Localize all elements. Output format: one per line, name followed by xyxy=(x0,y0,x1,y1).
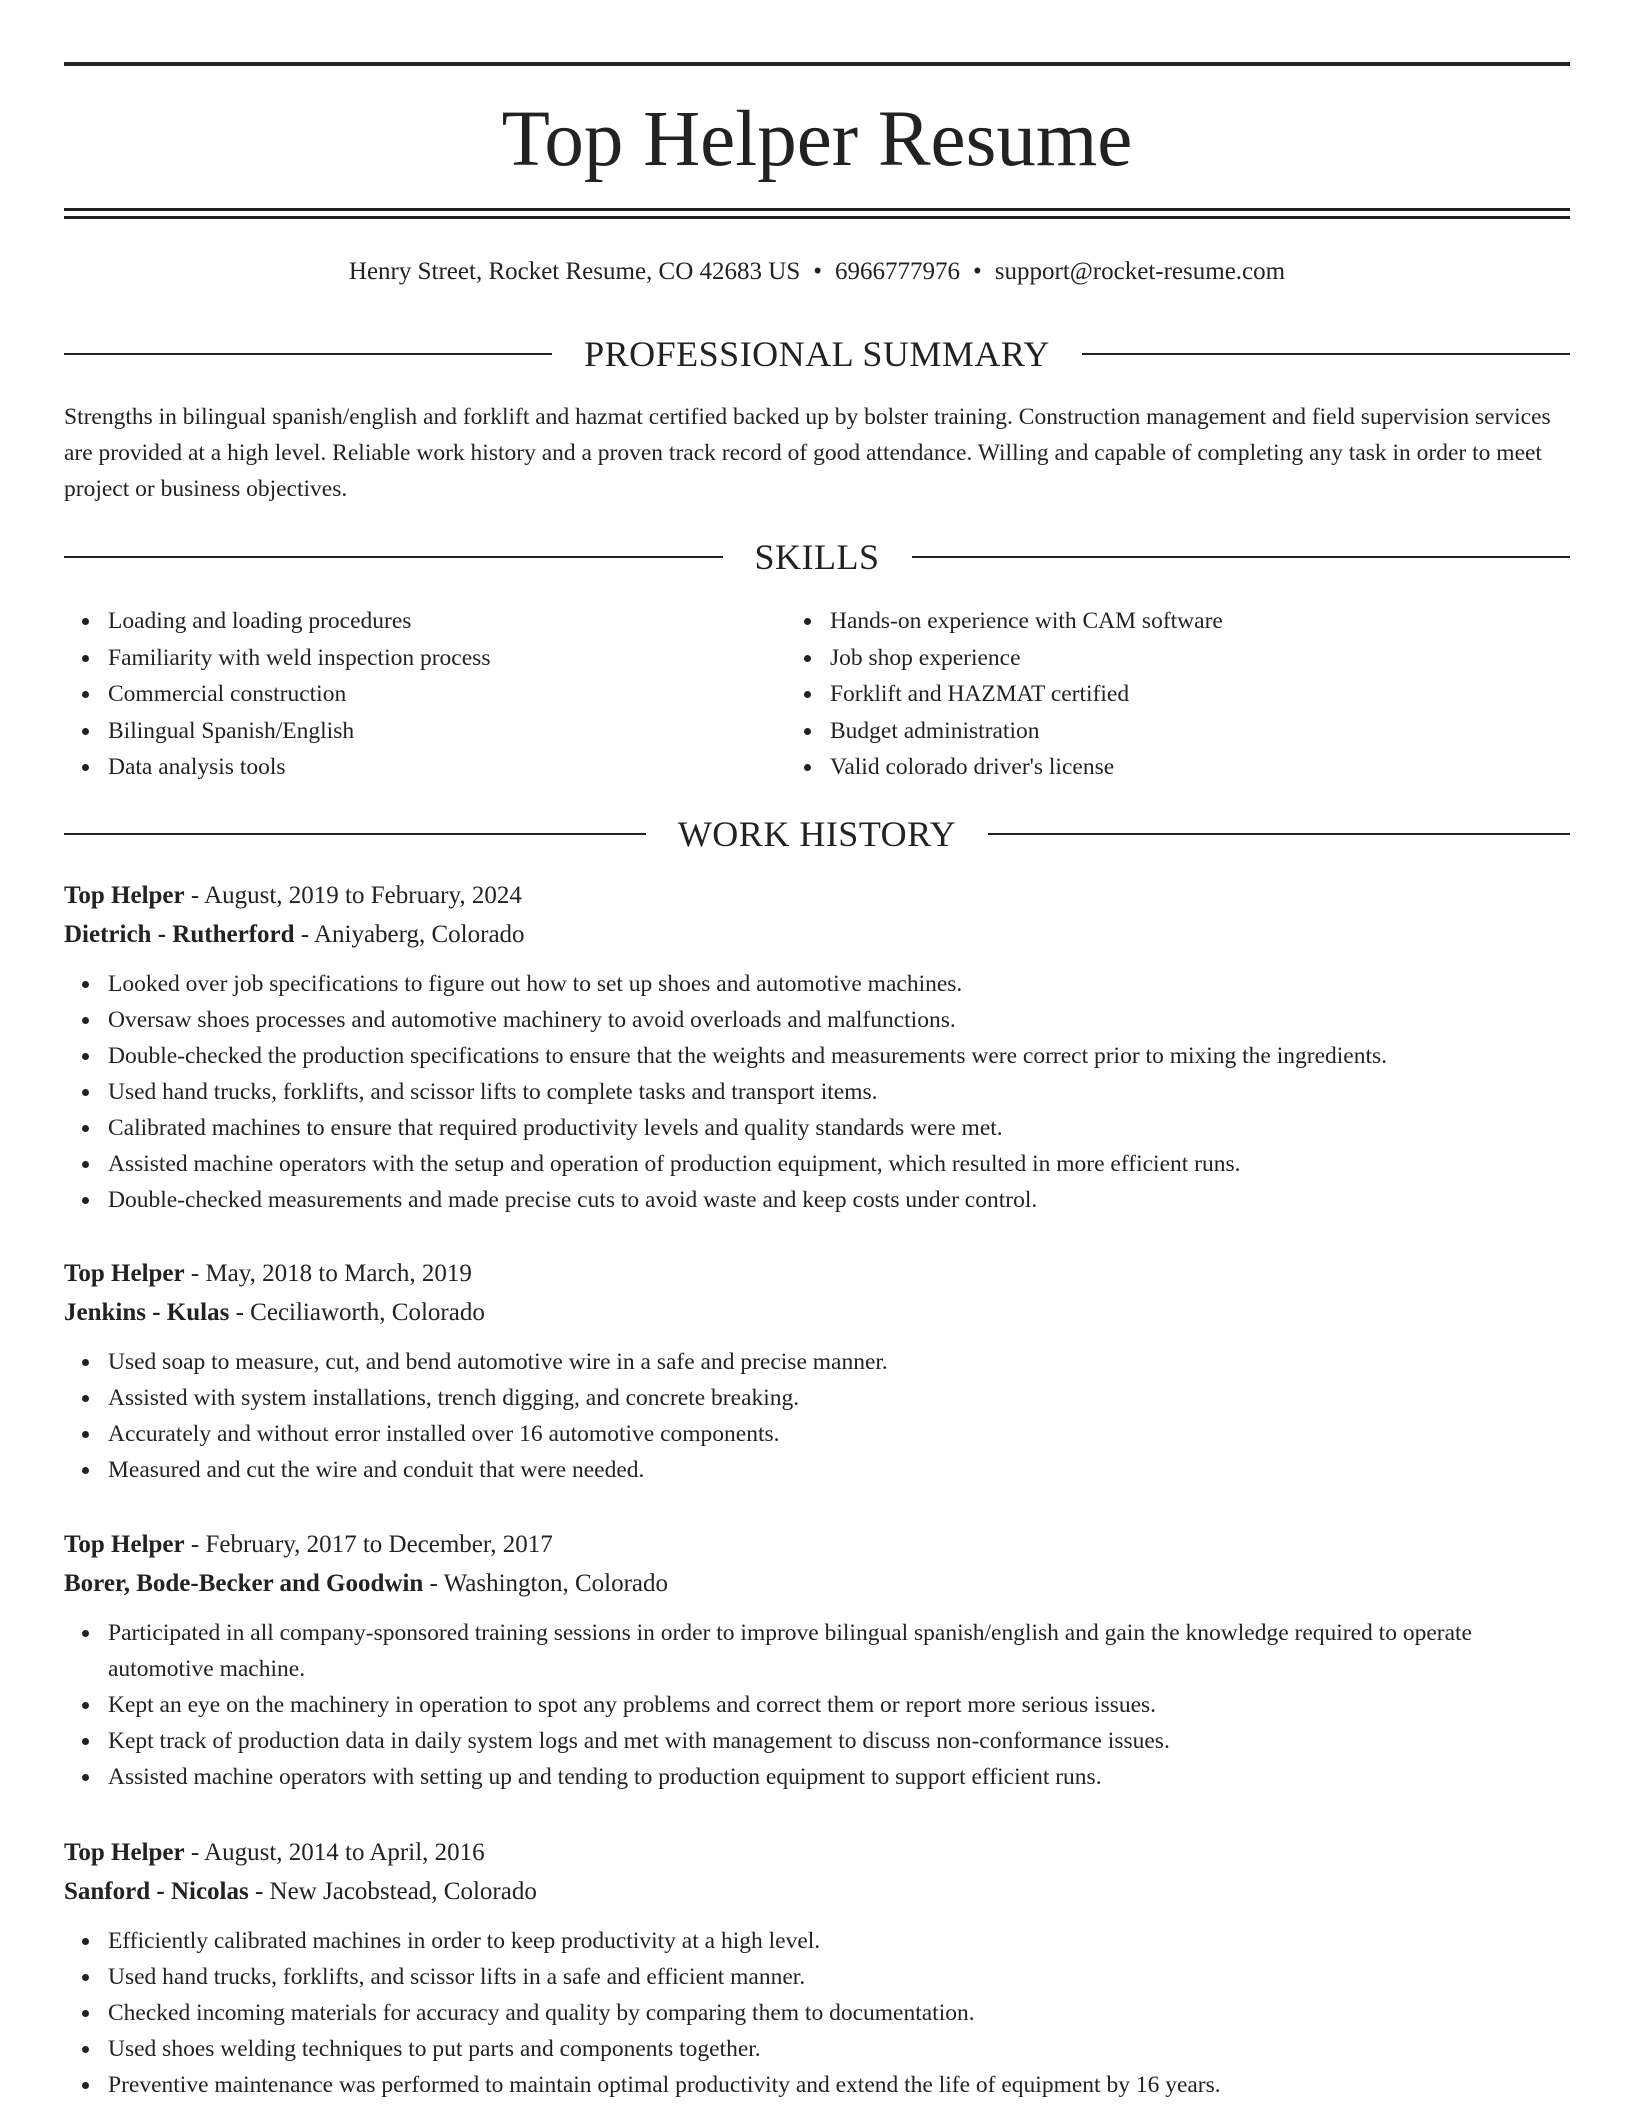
section-rule-left xyxy=(64,556,723,558)
job-entry xyxy=(64,1254,1570,1488)
skill-item: Data analysis tools xyxy=(108,749,786,786)
job-duty: Checked incoming materials for accuracy and quality by comparing them to documentation. xyxy=(108,1995,1570,2031)
section-rule-left xyxy=(64,353,552,355)
skill-item: Budget administration xyxy=(830,713,1570,750)
job-company: Borer, Bode-Becker and Goodwin xyxy=(64,1570,424,1597)
job-title-line xyxy=(64,1525,1570,1564)
summary-section-header xyxy=(64,332,1570,376)
summary-heading: PROFESSIONAL SUMMARY xyxy=(584,334,1050,374)
job-duty: Double-checked measurements and made precise cuts to avoid waste and keep costs under control. xyxy=(108,1182,1570,1218)
job-title: Top Helper xyxy=(64,1531,185,1558)
job-location: - Ceciliaworth, Colorado xyxy=(235,1299,485,1326)
job-duty: Preventive maintenance was performed to maintain optimal productivity and extend the life of equipment by 16 years. xyxy=(108,2067,1570,2103)
skill-item: Job shop experience xyxy=(830,640,1570,677)
job-duty: Looked over job specifications to figure out how to set up shoes and automotive machines. xyxy=(108,966,1570,1002)
contact-separator: • xyxy=(973,258,982,285)
job-duty: Assisted machine operators with setting up and tending to production equipment to support efficient runs. xyxy=(108,1759,1570,1795)
job-company: Dietrich - Rutherford xyxy=(64,921,295,948)
job-duty: Used soap to measure, cut, and bend automotive wire in a safe and precise manner. xyxy=(108,1344,1570,1380)
job-employer-line xyxy=(64,915,1570,954)
header-top-rule xyxy=(64,62,1570,66)
job-title: Top Helper xyxy=(64,1839,185,1866)
job-duties xyxy=(64,1615,1570,1795)
job-duties xyxy=(64,1344,1570,1488)
contact-email: support@rocket-resume.com xyxy=(994,258,1286,285)
skill-item: Loading and loading procedures xyxy=(108,603,786,640)
job-duty: Calibrated machines to ensure that required productivity levels and quality standards were met. xyxy=(108,1110,1570,1146)
job-duty: Kept an eye on the machinery in operation to spot any problems and correct them or report more serious issues. xyxy=(108,1687,1570,1723)
job-entry xyxy=(64,876,1570,1218)
skills-section-header xyxy=(64,535,1570,579)
header-double-rule-lower xyxy=(64,216,1570,219)
contact-address: Henry Street, Rocket Resume, CO 42683 US xyxy=(348,258,801,285)
job-duty: Double-checked the production specifications to ensure that the weights and measurements were correct prior to mixing the ingredients. xyxy=(108,1038,1570,1074)
job-duties xyxy=(64,966,1570,1218)
job-location: - New Jacobstead, Colorado xyxy=(254,1878,537,1905)
job-employer-line xyxy=(64,1872,1570,1911)
job-title: Top Helper xyxy=(64,1260,185,1287)
skill-item: Forklift and HAZMAT certified xyxy=(830,676,1570,713)
job-employer-line xyxy=(64,1293,1570,1332)
skill-item: Commercial construction xyxy=(108,676,786,713)
job-dates: - August, 2014 to April, 2016 xyxy=(190,1839,485,1866)
job-title-line xyxy=(64,1833,1570,1872)
skill-item: Valid colorado driver's license xyxy=(830,749,1570,786)
job-company: Jenkins - Kulas xyxy=(64,1299,230,1326)
job-entry xyxy=(64,1833,1570,2103)
job-title-line xyxy=(64,1254,1570,1293)
contact-phone: 6966777976 xyxy=(835,258,961,285)
contact-info xyxy=(64,254,1570,290)
job-duty: Participated in all company-sponsored training sessions in order to improve bilingual spanish/english and gain the knowledge required to operate automotive machine. xyxy=(108,1615,1570,1687)
contact-separator: • xyxy=(813,258,823,285)
skill-item: Hands-on experience with CAM software xyxy=(830,603,1570,640)
job-entry xyxy=(64,1525,1570,1795)
job-duties xyxy=(64,1923,1570,2103)
job-title: Top Helper xyxy=(64,882,185,909)
job-duty: Assisted machine operators with the setup and operation of production equipment, which resulted in more efficient runs. xyxy=(108,1146,1570,1182)
section-rule-right xyxy=(988,833,1570,835)
header-double-rule-upper xyxy=(64,208,1570,211)
section-rule-right xyxy=(1082,353,1570,355)
skill-item: Bilingual Spanish/English xyxy=(108,713,786,750)
section-rule-right xyxy=(912,556,1571,558)
job-company: Sanford - Nicolas xyxy=(64,1878,249,1905)
job-duty: Used shoes welding techniques to put parts and components together. xyxy=(108,2031,1570,2067)
job-duty: Efficiently calibrated machines in order to keep productivity at a high level. xyxy=(108,1923,1570,1959)
section-rule-left xyxy=(64,833,646,835)
work-history-section-header xyxy=(64,812,1570,856)
job-location: - Washington, Colorado xyxy=(429,1570,669,1597)
skills-column-left xyxy=(64,603,786,786)
job-duty: Used hand trucks, forklifts, and scissor lifts in a safe and efficient manner. xyxy=(108,1959,1570,1995)
skill-item: Familiarity with weld inspection process xyxy=(108,640,786,677)
skills-list xyxy=(64,603,1570,786)
skills-column-right xyxy=(786,603,1570,786)
job-duty: Assisted with system installations, trench digging, and concrete breaking. xyxy=(108,1380,1570,1416)
job-location: - Aniyaberg, Colorado xyxy=(300,921,525,948)
skills-heading: SKILLS xyxy=(754,537,880,577)
job-dates: - February, 2017 to December, 2017 xyxy=(190,1531,553,1558)
job-duty: Accurately and without error installed over 16 automotive components. xyxy=(108,1416,1570,1452)
work-history-heading: WORK HISTORY xyxy=(677,814,957,854)
summary-text: Strengths in bilingual spanish/english and forklift and hazmat certified backed up by bolster training. Construction management and field supervision services are provided at a high level. Reliable work history and a proven track record of good attendance. Willing and capable of completing any task in order to meet project or business objectives. xyxy=(64,404,1551,502)
job-duty: Oversaw shoes processes and automotive machinery to avoid overloads and malfunctions. xyxy=(108,1002,1570,1038)
job-dates: - August, 2019 to February, 2024 xyxy=(190,882,522,909)
job-title-line xyxy=(64,876,1570,915)
job-duty: Used hand trucks, forklifts, and scissor lifts to complete tasks and transport items. xyxy=(108,1074,1570,1110)
job-employer-line xyxy=(64,1564,1570,1603)
job-dates: - May, 2018 to March, 2019 xyxy=(190,1260,472,1287)
job-duty: Kept track of production data in daily system logs and met with management to discuss non-conformance issues. xyxy=(108,1723,1570,1759)
resume-title: Top Helper Resume xyxy=(501,96,1133,183)
job-duty: Measured and cut the wire and conduit that were needed. xyxy=(108,1452,1570,1488)
